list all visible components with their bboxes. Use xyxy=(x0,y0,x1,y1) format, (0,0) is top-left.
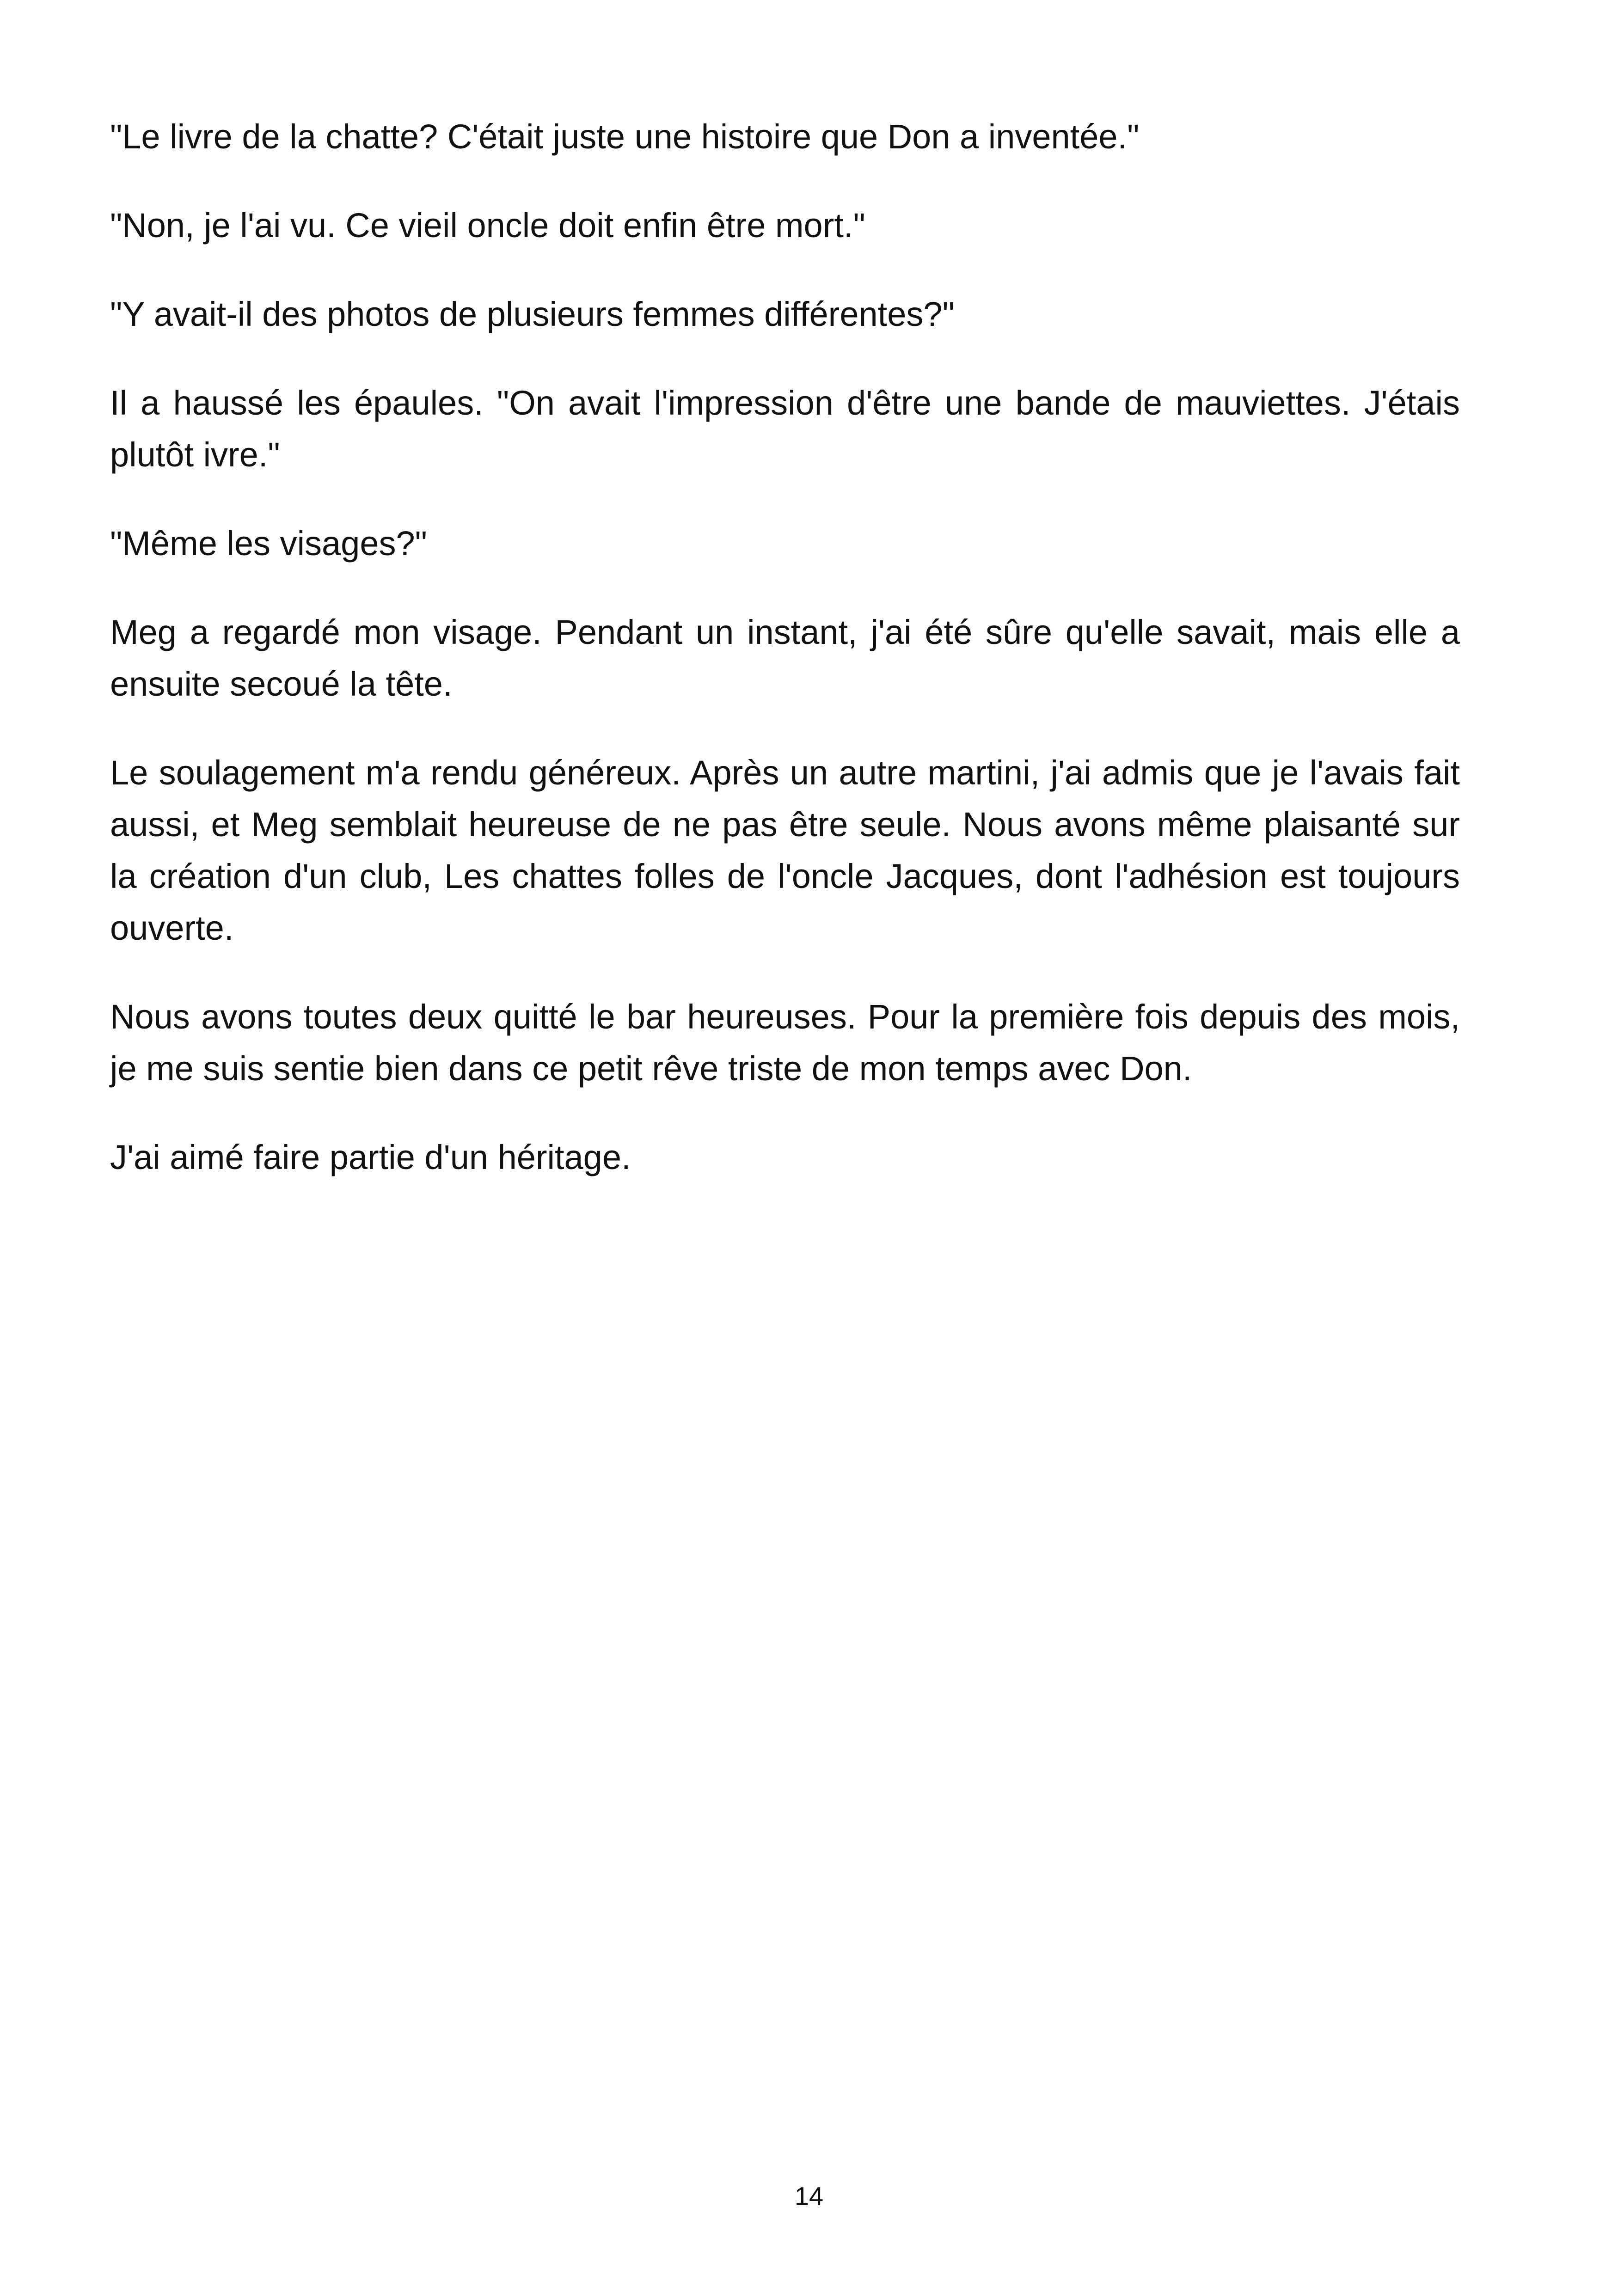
paragraph-7: Le soulagement m'a rendu généreux. Après un autre martini, j'ai admis que je l'avais fait aussi, et Meg semblait heureuse de ne pas être seule. Nous avons même plaisanté sur la création d'un club, Les chattes folles de l'oncle Jacques, dont l'adhésion est toujours ouverte. xyxy=(110,753,1460,947)
paragraph-4: Il a haussé les épaules. "On avait l'impression d'être une bande de mauviettes. J'étais plutôt ivre." xyxy=(110,384,1460,474)
paragraph-3: "Y avait-il des photos de plusieurs femmes différentes?" xyxy=(110,295,955,333)
paragraph-1: "Le livre de la chatte? C'était juste une histoire que Don a inventée." xyxy=(110,117,1140,156)
paragraph-9: J'ai aimé faire partie d'un héritage. xyxy=(110,1138,631,1176)
paragraph-5: "Même les visages?" xyxy=(110,524,427,563)
paragraph-8: Nous avons toutes deux quitté le bar heureuses. Pour la première fois depuis des mois, je me suis sentie bien dans ce petit rêve triste de mon temps avec Don. xyxy=(110,998,1460,1088)
paragraph-2: "Non, je l'ai vu. Ce vieil oncle doit enfin être mort." xyxy=(110,206,865,245)
body-text xyxy=(110,111,1460,1220)
paragraph-6: Meg a regardé mon visage. Pendant un instant, j'ai été sûre qu'elle savait, mais elle a ensuite secoué la tête. xyxy=(110,613,1460,703)
page-number: 14 xyxy=(794,2181,824,2210)
